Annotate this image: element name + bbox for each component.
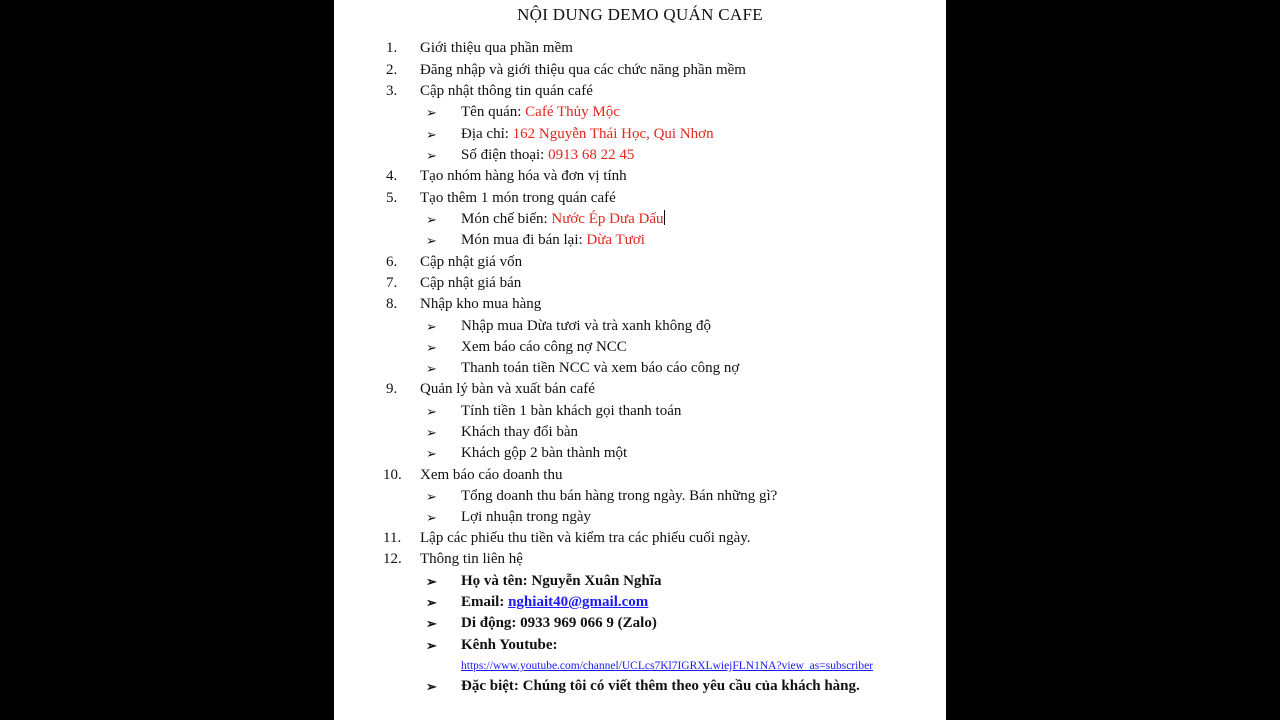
item-number: 4. xyxy=(386,168,398,184)
text-cursor xyxy=(664,210,665,225)
item-text: Cập nhật giá vốn xyxy=(420,254,523,270)
arrow-bullet-icon: ➢ xyxy=(426,510,437,525)
contact-name: Họ và tên: Nguyễn Xuân Nghĩa xyxy=(461,573,662,589)
item-number: 3. xyxy=(386,83,398,99)
sub-item-label: Email: xyxy=(461,594,509,610)
sub-item-text: Tổng doanh thu bán hàng trong ngày. Bán những gì? xyxy=(461,488,778,504)
item-text: Cập nhật giá bán xyxy=(420,275,522,291)
resale-item: Dừa Tươi xyxy=(586,232,645,248)
email-link[interactable]: nghiait40@gmail.com xyxy=(508,594,649,610)
shop-phone: 0913 68 22 45 xyxy=(548,147,635,163)
item-text: Tạo nhóm hàng hóa và đơn vị tính xyxy=(420,168,627,184)
arrow-bullet-icon: ➢ xyxy=(426,446,437,461)
item-number: 1. xyxy=(386,40,398,56)
sub-item-text: Nhập mua Dừa tươi và trà xanh không độ xyxy=(461,318,711,334)
item-text: Thông tin liên hệ xyxy=(420,551,523,567)
youtube-label: Kênh Youtube: xyxy=(461,637,558,653)
arrow-bullet-icon: ➢ xyxy=(426,489,437,504)
item-text: Tạo thêm 1 món trong quán café xyxy=(420,190,616,206)
arrow-bullet-icon: ➢ xyxy=(426,404,437,419)
sub-item-text: Khách thay đổi bàn xyxy=(461,424,579,440)
item-number: 2. xyxy=(386,62,398,78)
arrow-bullet-icon: ➢ xyxy=(426,425,437,440)
item-text: Lập các phiếu thu tiền và kiểm tra các phiếu cuối ngày. xyxy=(420,530,751,546)
item-text: Xem báo cáo doanh thu xyxy=(420,467,563,483)
arrow-bullet-icon: ➢ xyxy=(426,361,437,376)
item-number: 6. xyxy=(386,254,398,270)
item-text: Đăng nhập và giới thiệu qua các chức năng phần mềm xyxy=(420,62,746,78)
item-text: Nhập kho mua hàng xyxy=(420,296,542,312)
sub-item-label: Số điện thoại: xyxy=(461,147,549,163)
contact-phone: Di động: 0933 969 066 9 (Zalo) xyxy=(461,615,657,631)
arrow-bullet-icon: ➢ xyxy=(426,595,437,610)
arrow-bullet-icon: ➢ xyxy=(426,340,437,355)
arrow-bullet-icon: ➢ xyxy=(426,105,437,120)
sub-item-text: Lợi nhuận trong ngày xyxy=(461,509,591,525)
item-number: 10. xyxy=(383,467,402,483)
shop-name: Café Thủy Mộc xyxy=(525,104,620,120)
sub-item-text: Tính tiền 1 bàn khách gọi thanh toán xyxy=(461,403,682,419)
arrow-bullet-icon: ➢ xyxy=(426,319,437,334)
item-number: 8. xyxy=(386,296,398,312)
item-text: Quản lý bàn và xuất bán café xyxy=(420,381,595,397)
item-number: 11. xyxy=(383,530,402,546)
item-number: 5. xyxy=(386,190,398,206)
arrow-bullet-icon: ➢ xyxy=(426,127,437,142)
processed-item: Nước Ép Dưa Dấu xyxy=(551,211,664,227)
item-text: Giới thiệu qua phần mềm xyxy=(420,40,573,56)
sub-item-text: Thanh toán tiền NCC và xem báo cáo công nợ xyxy=(461,360,740,376)
arrow-bullet-icon: ➢ xyxy=(426,679,437,694)
item-text: Cập nhật thông tin quán café xyxy=(420,83,593,99)
youtube-link[interactable]: https://www.youtube.com/channel/UCLcs7Kl7IGRXLwiejFLN1NA?view_as=subscriber xyxy=(461,660,874,672)
sub-item-label: Món mua đi bán lại: xyxy=(461,232,587,248)
special-note: Đặc biệt: Chúng tôi có viết thêm theo yêu cầu của khách hàng. xyxy=(461,678,860,694)
sub-item-label: Tên quán: xyxy=(461,104,526,120)
sub-item-label: Địa chỉ: xyxy=(461,126,513,142)
sub-item-text: Xem báo cáo công nợ NCC xyxy=(461,339,627,355)
sub-item-label: Món chế biến: xyxy=(461,211,552,227)
arrow-bullet-icon: ➢ xyxy=(426,233,437,248)
shop-address: 162 Nguyễn Thái Học, Qui Nhơn xyxy=(512,126,714,142)
arrow-bullet-icon: ➢ xyxy=(426,638,437,653)
sub-item-text: Khách gộp 2 bàn thành một xyxy=(461,445,628,461)
arrow-bullet-icon: ➢ xyxy=(426,212,437,227)
item-number: 12. xyxy=(383,551,402,567)
arrow-bullet-icon: ➢ xyxy=(426,616,437,631)
arrow-bullet-icon: ➢ xyxy=(426,148,437,163)
item-number: 7. xyxy=(386,275,398,291)
item-number: 9. xyxy=(386,381,398,397)
arrow-bullet-icon: ➢ xyxy=(426,574,437,589)
document-title: NỘI DUNG DEMO QUÁN CAFE xyxy=(517,5,763,24)
document-page xyxy=(334,0,946,720)
